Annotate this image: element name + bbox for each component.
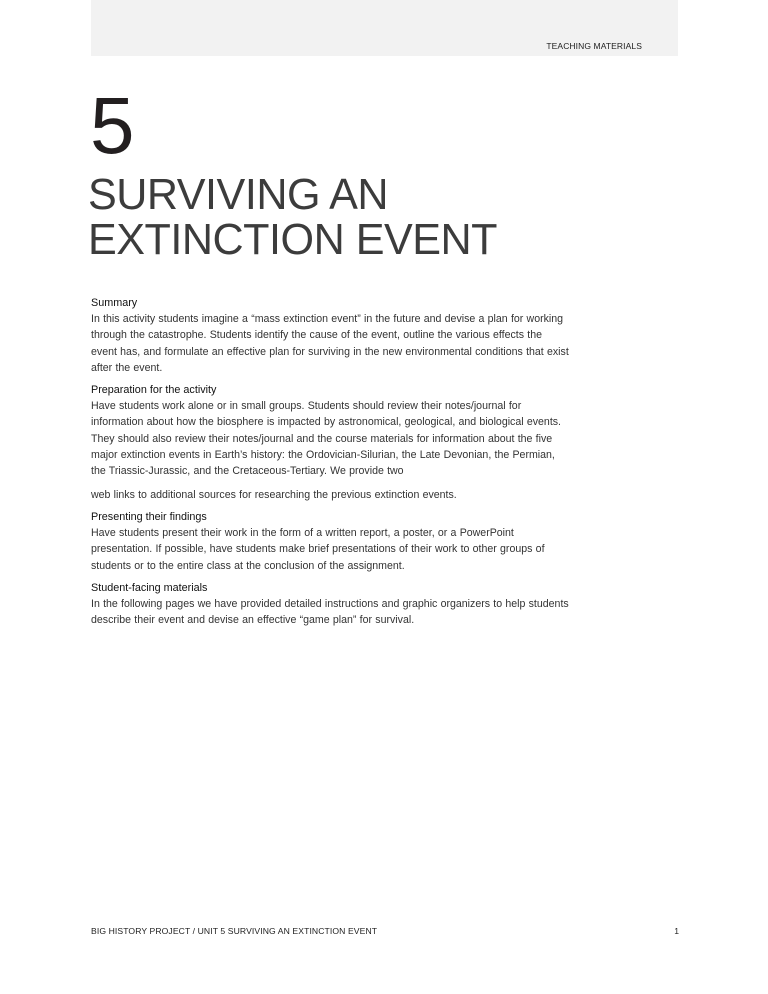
document-body [91,295,571,634]
section-paragraph: In the following pages we have provided detailed instructions and graphic organizers to help students describe their event and devise an effective “game plan” for survival. [91,597,569,627]
section-paragraph: web links to additional sources for researching the previous extinction events. [91,488,457,501]
section-presenting [91,509,571,574]
section-paragraph: Have students present their work in the form of a written report, a poster, or a PowerPoint presentation. If possible, have students make brief presentations of their work to other groups of students or to the entire class at the conclusion of the assignment. [91,526,545,572]
page-title [88,172,497,262]
page-title-line-2: EXTINCTION EVENT [88,215,498,264]
section-heading: Preparation for the activity [91,384,217,397]
section-student-materials [91,580,571,629]
section-paragraph: Have students work alone or in small groups. Students should review their notes/journal for information about how the biosphere is impacted by astronomical, geological, and biological events. They should also review their notes/journal and the course materials for information about the five major extinction events in Earth’s history: the Ordovician-Silurian, the Late Devonian, the Permian, the Triassic-Jurassic, and the Cretaceous-Tertiary. We provide two [91,400,561,478]
section-summary [91,295,571,376]
page-number: 1 [674,926,679,936]
unit-number: 5 [90,81,135,170]
footer-title: BIG HISTORY PROJECT / UNIT 5 SURVIVING AN EXTINCTION EVENT [91,926,378,936]
section-heading: Student-facing materials [91,581,208,594]
section-heading: Presenting their findings [91,510,207,523]
header-label: TEACHING MATERIALS [546,41,642,51]
header-band [91,0,678,56]
page-title-line-1: SURVIVING AN [88,170,389,219]
section-paragraph: In this activity students imagine a “mass extinction event” in the future and devise a plan for working through the catastrophe. Students identify the cause of the event, outline the various effects the event has, and formulate an effective plan for surviving in the new environmental conditions that exist after the event. [91,313,569,374]
section-preparation [91,382,571,503]
section-heading: Summary [91,297,138,309]
